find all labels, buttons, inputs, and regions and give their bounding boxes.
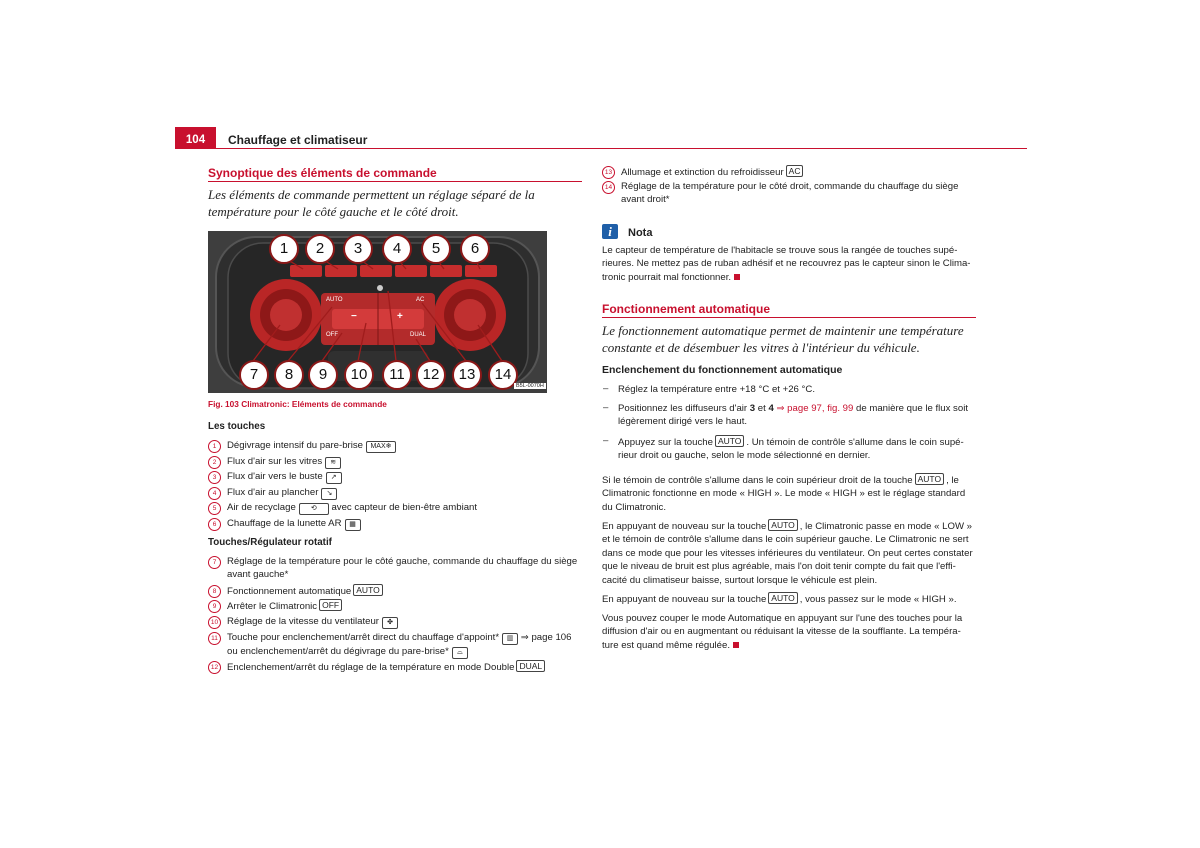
key-auto: AUTO <box>353 584 382 596</box>
paragraph-3: En appuyant de nouveau sur la touche AUTO , vous passez sur le mode « HIGH ». <box>602 593 957 605</box>
fan-icon: ✤ <box>382 617 398 629</box>
item-number: 7 <box>208 556 221 569</box>
item-text: Réglage de la température pour le côté droit, commande du chauffage du siège <box>621 181 959 192</box>
callout-1: 1 <box>269 234 299 264</box>
panel-label-minus: − <box>351 311 357 322</box>
panel-label-ac: AC <box>416 297 425 303</box>
callout-2: 2 <box>305 234 335 264</box>
callout-6: 6 <box>460 234 490 264</box>
chapter-title: Chauffage et climatiseur <box>228 133 368 147</box>
list-item <box>602 180 958 207</box>
item-number: 1 <box>208 440 221 453</box>
item-number: 12 <box>208 661 221 674</box>
item-number: 10 <box>208 616 221 629</box>
windshield-defrost-icon: ⌓ <box>452 647 468 659</box>
list-item <box>208 470 342 484</box>
end-marker <box>733 642 739 648</box>
item-number: 5 <box>208 502 221 515</box>
item-text: Dégivrage intensif du pare-brise <box>227 440 363 451</box>
callout-10: 10 <box>344 360 374 390</box>
paragraph-4: Vous pouvez couper le mode Automatique en appuyant sur l'une des touches pour la diffusion d'air ou en augmentant ou réduisant la vitesse de la soufflante. La tempéra- ture est quand même régulée. <box>602 613 963 651</box>
header-rule <box>175 148 1027 149</box>
key-auto: AUTO <box>915 473 944 485</box>
climatronic-figure <box>208 231 547 393</box>
list-item <box>208 455 341 469</box>
item-text-line2: ou enclenchement/arrêt du dégivrage du pare-brise* <box>227 646 449 657</box>
note-body <box>602 244 977 284</box>
callout-9: 9 <box>308 360 338 390</box>
aux-heater-icon: ▥ <box>502 633 518 645</box>
page-number: 104 <box>175 127 216 149</box>
section-lead: Les éléments de commande permettent un réglage séparé de la température pour le côté gauche et le côté droit. <box>208 187 535 219</box>
figure-caption: Fig. 103 Climatronic: Eléments de commande <box>208 399 387 409</box>
page-ref: ⇒ page 106 <box>520 632 572 643</box>
rear-window-heat-icon: ▦ <box>345 519 361 531</box>
list-item <box>208 631 571 659</box>
key-dual: DUAL <box>516 660 545 672</box>
bullet-1: Réglez la température entre +18 °C et +26 °C. <box>618 384 815 395</box>
item-number: 9 <box>208 600 221 613</box>
item-text: Réglage de la température pour le côté gauche, commande du chauffage du siège <box>227 556 578 567</box>
item-number: 8 <box>208 585 221 598</box>
key-auto: AUTO <box>768 519 797 531</box>
list-item <box>602 165 805 179</box>
list-item <box>208 660 547 674</box>
list-item <box>208 486 337 500</box>
regulator-heading: Touches/Régulateur rotatif <box>208 537 332 548</box>
item-number: 14 <box>602 181 615 194</box>
callout-14: 14 <box>488 360 518 390</box>
item-text-line2: avant gauche* <box>227 569 289 581</box>
item-number: 2 <box>208 456 221 469</box>
item-text: Enclenchement/arrêt du réglage de la température en mode Double <box>227 662 515 673</box>
bullet-dash: – <box>603 402 609 413</box>
section-rule <box>208 181 582 182</box>
panel-label-plus: + <box>397 311 403 322</box>
item-text: Allumage et extinction du refroidisseur <box>621 167 784 178</box>
callout-8: 8 <box>274 360 304 390</box>
note-line: rieures. Ne mettez pas de ruban adhésif et ne recouvrez pas le capteur sinon le Clima- <box>602 258 971 270</box>
section-heading-auto: Fonctionnement automatique <box>602 302 770 316</box>
key-ac: AC <box>786 165 804 177</box>
note-line: tronic pourrait mal fonctionner. <box>602 271 977 284</box>
item-number: 13 <box>602 166 615 179</box>
item-text: Réglage de la vitesse du ventilateur <box>227 616 379 627</box>
touches-heading: Les touches <box>208 421 266 432</box>
section-rule-auto <box>602 317 976 318</box>
panel-label-dual: DUAL <box>410 332 427 338</box>
callout-3: 3 <box>343 234 373 264</box>
item-text: Air de recyclage <box>227 502 296 513</box>
item-text: Flux d'air au plancher <box>227 487 319 498</box>
note-title: Nota <box>628 227 653 239</box>
callout-12: 12 <box>416 360 446 390</box>
info-icon: i <box>602 224 618 239</box>
bullet-dash: – <box>603 383 609 394</box>
paragraph-2: En appuyant de nouveau sur la touche AUTO , le Climatronic passe en mode « LOW » et le témoin de contrôle s'allume dans le coin supérieur gauche. Le Climatronic ne sert dans ce mode que pour les vitesses inférieures du ventilateur. On peut certes constater que le niveau de bruit est plus agréable, mais l'on doit tenir compte du fait que l'effi- cacité du climatiseur baisse, surtout lorsque le véhicule est plein. <box>602 520 973 586</box>
list-item <box>208 555 577 582</box>
paragraph-1: Si le témoin de contrôle s'allume dans le coin supérieur droit de la touche AUTO , le Climatronic fonctionne en mode « HIGH ». Le mode « HIGH » est le réglage standard du Climatronic. <box>602 474 966 513</box>
note-line: Le capteur de température de l'habitacle se trouve sous la rangée de touches supé- <box>602 245 958 256</box>
callout-11: 11 <box>382 360 412 390</box>
key-auto: AUTO <box>768 592 797 604</box>
bullet-3: Appuyez sur la touche AUTO . Un témoin de contrôle s'allume dans le coin supé- rieur droit ou gauche, selon le mode sélectionné en dernier. <box>618 436 964 462</box>
item-text: Fonctionnement automatique <box>227 586 352 597</box>
panel-label-auto: AUTO <box>326 297 343 303</box>
callout-4: 4 <box>382 234 412 264</box>
item-text: Touche pour enclenchement/arrêt direct du chauffage d'appoint* <box>227 632 500 643</box>
section-lead-auto: Le fonctionnement automatique permet de maintenir une température constante et de désembuer les vitres à l'intérieur du véhicule. <box>602 323 964 355</box>
section-heading: Synoptique des éléments de commande <box>208 166 437 180</box>
item-text: Arrêter le Climatronic <box>227 601 318 612</box>
key-off: OFF <box>319 599 342 611</box>
item-number: 6 <box>208 518 221 531</box>
list-item <box>208 615 398 629</box>
end-marker <box>734 274 740 280</box>
max-defrost-icon: MAX❄ <box>366 441 396 453</box>
callout-7: 7 <box>239 360 269 390</box>
list-item <box>208 501 477 515</box>
figure-image-id: B5L-0070H <box>516 383 544 389</box>
list-item <box>208 439 396 453</box>
recirculation-icon: ⟲ <box>299 503 329 515</box>
chest-flow-icon: ↗ <box>326 472 342 484</box>
list-item <box>208 584 385 598</box>
item-text-line2: avant droit* <box>621 194 670 206</box>
item-text-after: avec capteur de bien-être ambiant <box>331 502 478 513</box>
bullet-2: Positionnez les diffuseurs d'air 3 et 4 ⇒ page 97, fig. 99 de manière que le flux soit légèrement dirigé vers le haut. <box>618 403 968 428</box>
list-item <box>208 599 344 613</box>
key-auto: AUTO <box>715 435 744 447</box>
page-link[interactable]: ⇒ page 97, fig. 99 <box>773 403 854 414</box>
item-text: Flux d'air vers le buste <box>227 471 323 482</box>
windshield-flow-icon: ≋ <box>325 457 341 469</box>
item-number: 3 <box>208 471 221 484</box>
list-item <box>208 517 361 531</box>
callout-13: 13 <box>452 360 482 390</box>
item-text: Flux d'air sur les vitres <box>227 456 323 467</box>
panel-label-off: OFF <box>326 332 338 338</box>
subheading-auto: Enclenchement du fonctionnement automatique <box>602 364 843 376</box>
floor-flow-icon: ↘ <box>321 488 337 500</box>
callout-5: 5 <box>421 234 451 264</box>
item-number: 11 <box>208 632 221 645</box>
item-number: 4 <box>208 487 221 500</box>
item-text: Chauffage de la lunette AR <box>227 518 342 529</box>
bullet-dash: – <box>603 435 609 446</box>
